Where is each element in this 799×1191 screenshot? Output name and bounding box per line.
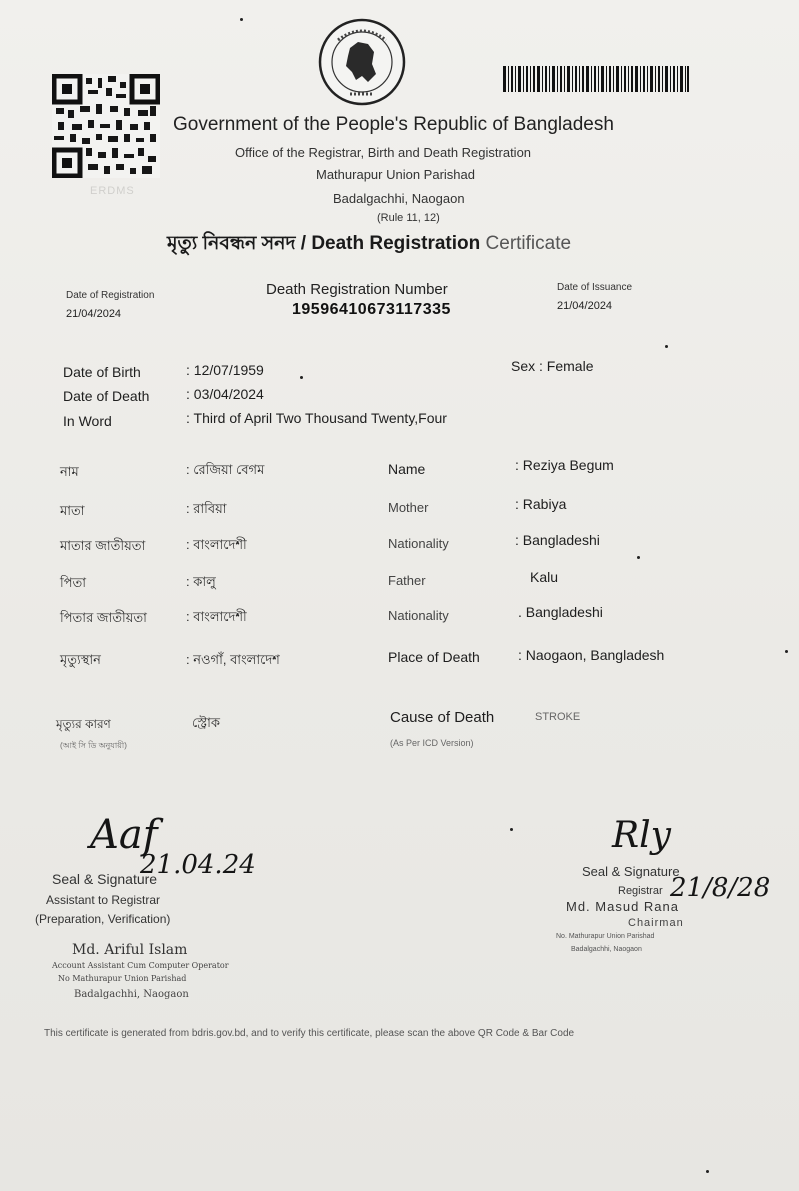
scan-speck bbox=[785, 650, 788, 653]
place-of-death-bn-label: মৃত্যুস্থান bbox=[60, 652, 101, 667]
mother-nationality-en-label: Nationality bbox=[388, 536, 449, 551]
right-stamp-line1: No. Mathurapur Union Parishad bbox=[556, 933, 655, 940]
left-stamp-name: Md. Ariful Islam bbox=[72, 942, 188, 958]
father-nationality-en-value: . Bangladeshi bbox=[518, 604, 603, 620]
scan-speck bbox=[665, 345, 668, 348]
left-seal-label: Seal & Signature bbox=[52, 871, 158, 887]
date-of-issuance-label: Date of Issuance bbox=[557, 282, 633, 293]
mother-nationality-bn-label: মাতার জাতীয়তা bbox=[60, 538, 146, 553]
dob-label: Date of Birth bbox=[63, 364, 141, 380]
cause-en-label: Cause of Death bbox=[390, 709, 495, 726]
in-word-label: In Word bbox=[63, 413, 112, 429]
left-role-sub: (Preparation, Verification) bbox=[35, 912, 171, 926]
registration-number-value: 19596410673117335 bbox=[292, 301, 451, 318]
mother-nationality-bn-value: : বাংলাদেশী bbox=[186, 537, 247, 552]
date-of-registration-value: 21/04/2024 bbox=[66, 308, 122, 320]
date-of-issuance-value: 21/04/2024 bbox=[557, 300, 613, 312]
name-en-label: Name bbox=[388, 461, 426, 477]
assistant-signature-date: 21.04.24 bbox=[140, 850, 256, 880]
right-stamp-title: Chairman bbox=[628, 917, 684, 929]
dob-value: : 12/07/1959 bbox=[186, 362, 264, 378]
mother-nationality-en-value: : Bangladeshi bbox=[515, 532, 600, 548]
rule-reference: (Rule 11, 12) bbox=[377, 212, 440, 224]
cause-en-sub: (As Per ICD Version) bbox=[390, 738, 474, 748]
registrar-signature: Rly bbox=[612, 815, 671, 856]
certificate-title-bn: মৃত্যু নিবন্ধন সনদ / bbox=[167, 233, 307, 254]
left-stamp-line1: Account Assistant Cum Computer Operator bbox=[52, 961, 229, 970]
certificate-title bbox=[167, 229, 571, 261]
certificate-title-en: Death Registration bbox=[311, 233, 481, 254]
right-stamp-line2: Badalgachhi, Naogaon bbox=[571, 946, 642, 953]
sex-value: Sex : Female bbox=[511, 358, 594, 374]
assistant-signature: Aaf bbox=[90, 812, 158, 858]
right-stamp-name: Md. Masud Rana bbox=[566, 899, 679, 914]
place-of-death-en-label: Place of Death bbox=[388, 649, 480, 665]
barcode-icon bbox=[503, 66, 689, 92]
cause-bn-sub: (আই সি ডি অনুযায়ী) bbox=[60, 741, 127, 750]
father-bn-label: পিতা bbox=[60, 575, 87, 590]
government-title: Government of the People's Republic of Bangladesh bbox=[173, 114, 614, 135]
in-word-value: : Third of April Two Thousand Twenty,Four bbox=[186, 410, 447, 426]
father-en-value: Kalu bbox=[530, 569, 559, 585]
father-en-label: Father bbox=[388, 573, 426, 588]
mother-en-value: : Rabiya bbox=[515, 496, 567, 512]
father-nationality-en-label: Nationality bbox=[388, 608, 449, 623]
scan-speck bbox=[240, 18, 243, 21]
upazila-district: Badalgachhi, Naogaon bbox=[333, 191, 465, 206]
left-stamp-line3: Badalgachhi, Naogaon bbox=[74, 989, 189, 1000]
date-of-registration-label: Date of Registration bbox=[66, 290, 155, 301]
bangladesh-seal-icon bbox=[318, 18, 406, 106]
cause-en-value: STROKE bbox=[535, 711, 581, 723]
right-seal-label: Seal & Signature bbox=[582, 864, 680, 879]
qr-code-icon bbox=[52, 74, 160, 178]
place-of-death-en-value: : Naogaon, Bangladesh bbox=[518, 647, 665, 663]
registrar-signature-date: 21/8/28 bbox=[670, 873, 771, 903]
office-name: Office of the Registrar, Birth and Death Registration bbox=[235, 145, 532, 160]
scan-speck bbox=[637, 556, 640, 559]
father-bn-value: : কালু bbox=[186, 574, 216, 589]
registration-number-label: Death Registration Number bbox=[266, 281, 448, 298]
place-of-death-bn-value: : নওগাঁ, বাংলাদেশ bbox=[186, 652, 280, 667]
mother-en-label: Mother bbox=[388, 500, 429, 515]
dod-label: Date of Death bbox=[63, 388, 150, 404]
mother-bn-value: : রাবিয়া bbox=[186, 501, 227, 516]
left-stamp-line2: No Mathurapur Union Parishad bbox=[58, 974, 187, 983]
scan-speck bbox=[706, 1170, 709, 1173]
scan-speck bbox=[300, 376, 303, 379]
name-bn-value: : রেজিয়া বেগম bbox=[186, 462, 265, 477]
name-en-value: : Reziya Begum bbox=[515, 457, 614, 473]
right-role: Registrar bbox=[618, 885, 663, 897]
father-nationality-bn-value: : বাংলাদেশী bbox=[186, 609, 247, 624]
certificate-title-suffix: Certificate bbox=[485, 233, 572, 254]
dod-value: : 03/04/2024 bbox=[186, 386, 264, 402]
verification-footer: This certificate is generated from bdris.gov.bd, and to verify this certificate, please scan the above QR Code & Bar Code bbox=[44, 1028, 575, 1039]
scan-speck bbox=[510, 828, 513, 831]
cause-bn-value: স্ট্রোক bbox=[192, 715, 220, 730]
name-bn-label: নাম bbox=[60, 464, 79, 479]
mother-bn-label: মাতা bbox=[60, 503, 85, 518]
qr-ghost-text: ERDMS bbox=[90, 185, 135, 197]
father-nationality-bn-label: পিতার জাতীয়তা bbox=[60, 610, 147, 625]
union-parishad: Mathurapur Union Parishad bbox=[316, 167, 475, 182]
cause-bn-label: মৃত্যুর কারণ bbox=[56, 717, 111, 731]
left-role: Assistant to Registrar bbox=[46, 893, 161, 907]
